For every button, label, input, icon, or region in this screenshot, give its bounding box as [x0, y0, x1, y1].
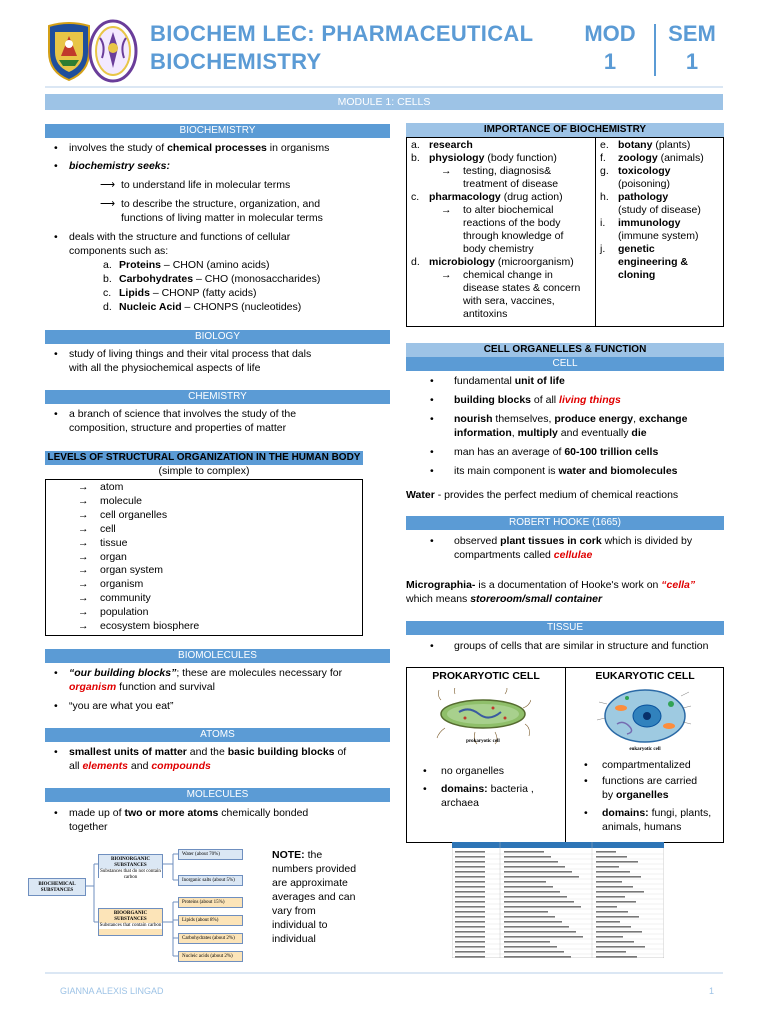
- diagram-lipids: Lipids (about 8%): [178, 915, 243, 926]
- diagram-root: BIOCHEMICAL SUBSTANCES: [28, 878, 86, 896]
- importance-item: j. genetic: [600, 243, 655, 255]
- list-item: • domains: bacteria , archaea: [423, 783, 534, 809]
- hooke-section: [406, 534, 724, 562]
- level-item: → cell organelles: [78, 508, 168, 521]
- list-item: a. Proteins – CHON (amino acids): [103, 259, 270, 271]
- eukaryotic-heading: EUKARYOTIC CELL: [595, 670, 695, 682]
- importance-item: treatment of disease: [463, 178, 559, 190]
- biology-section: [45, 347, 395, 375]
- university-seal-logo: [45, 22, 93, 82]
- list-item: • observed plant tissues in cork which is divided by compartments called cellulae: [430, 535, 693, 561]
- importance-item: cloning: [618, 269, 656, 281]
- level-item: → organ system: [78, 564, 164, 577]
- importance-item: a. research: [411, 139, 473, 151]
- level-item: → atom: [78, 481, 124, 493]
- note-block: NOTE: the numbers provided are approximate averages and can vary from individual to individual: [272, 849, 357, 945]
- sem-value: 1: [685, 49, 699, 74]
- list-item: ⟶ to understand life in molecular terms: [100, 179, 291, 191]
- list-item: • smallest units of matter and the basic building blocks of all elements and compounds: [45, 745, 395, 773]
- list-item: • building blocks of all living things: [430, 394, 621, 406]
- list-item: • biochemistry seeks:: [45, 159, 395, 173]
- diagram-inorganic: BIOINORGANIC SUBSTANCES Substances that do not contain carbon: [98, 854, 163, 878]
- prokaryotic-heading: PROKARYOTIC CELL: [432, 670, 540, 682]
- importance-item: → testing, diagnosis&: [441, 165, 552, 177]
- level-item: → molecule: [78, 494, 143, 507]
- hooke-heading: ROBERT HOOKE (1665): [406, 516, 724, 530]
- importance-item: (immune system): [618, 230, 699, 242]
- diagram-nucleic: Nucleic acids (about 2%): [178, 951, 243, 962]
- level-item: → organism: [78, 578, 144, 591]
- list-item: • involves the study of chemical processes in organisms: [45, 141, 395, 155]
- importance-item: i. immunology: [600, 217, 681, 229]
- water-note: Water - provides the perfect medium of chemical reactions: [406, 489, 679, 501]
- diagram-salts: Inorganic salts (about 5%): [178, 875, 243, 886]
- level-item: → cell: [78, 522, 116, 535]
- levels-list: [46, 480, 362, 634]
- eukaryotic-list: [566, 758, 724, 834]
- level-item: → community: [78, 592, 151, 605]
- list-item: ⟶ to describe the structure, organization, and functions of living matter in molecular terms: [100, 198, 323, 224]
- importance-item: (poisoning): [618, 178, 670, 190]
- prokaryotic-list: [407, 764, 565, 810]
- chemistry-section: [45, 407, 395, 435]
- svg-text:prokaryotic cell: prokaryotic cell: [466, 739, 500, 744]
- title-line-2: BIOCHEMISTRY: [150, 49, 322, 74]
- header-rule: [45, 86, 723, 88]
- mod-label: MOD: [584, 21, 636, 46]
- cell-types-table: [406, 667, 724, 843]
- biomolecules-section: [45, 666, 395, 713]
- cell-heading: CELL: [406, 357, 724, 371]
- list-item: • groups of cells that are similar in structure and function: [430, 640, 709, 652]
- mod-value: 1: [603, 49, 617, 74]
- list-item: b. Carbohydrates – CHO (monosaccharides): [103, 273, 321, 285]
- biochemical-substances-diagram: [28, 846, 268, 962]
- levels-box: [45, 479, 363, 636]
- importance-item: → to alter biochemical: [441, 204, 554, 216]
- list-item: • “you are what you eat”: [45, 699, 395, 713]
- importance-item: h. pathology: [600, 191, 669, 203]
- list-item: • “our building blocks”; these are molecules necessary for organism function and survival: [45, 666, 395, 694]
- tissue-section: [406, 639, 724, 653]
- level-item: → ecosystem biosphere: [78, 620, 200, 633]
- micrographia-note: Micrographia- is a documentation of Hooke's work on “cella” which means storeroom/small container: [406, 579, 696, 605]
- module-number: [578, 20, 642, 76]
- biochemistry-heading: BIOCHEMISTRY: [45, 124, 390, 138]
- importance-right-column: [596, 139, 724, 282]
- importance-item: with sera, vaccines,: [463, 295, 555, 307]
- levels-subtitle: (simple to complex): [158, 465, 250, 477]
- importance-item: disease states & concern: [463, 282, 581, 294]
- importance-item: → chemical change in: [441, 269, 553, 281]
- list-item: • compartmentalized: [584, 759, 691, 771]
- list-item: • functions are carried by organelles: [584, 775, 698, 801]
- importance-item: (study of disease): [618, 204, 701, 216]
- module-title-bar: MODULE 1: CELLS: [45, 94, 723, 110]
- list-item: • domains: fungi, plants, animals, humans: [584, 807, 712, 833]
- footer-rule: [45, 972, 723, 974]
- importance-item: d. microbiology (microorganism): [411, 256, 574, 268]
- diagram-organic: BIOORGANIC SUBSTANCES Substances that contain carbon: [98, 908, 163, 936]
- importance-left-column: [407, 139, 595, 321]
- organelle-reference-table-image: [452, 842, 664, 958]
- importance-item: body chemistry: [463, 243, 534, 255]
- molecules-section: [45, 806, 395, 834]
- page-number: 1: [708, 986, 714, 996]
- document-title: [150, 20, 550, 76]
- list-item: • nourish themselves, produce energy, exchange information, multiply and eventually die: [430, 413, 688, 439]
- importance-item: through knowledge of: [463, 230, 564, 242]
- list-item: • made up of two or more atoms chemically bonded together: [45, 806, 395, 834]
- diagram-carbs: Carbohydrates (about 2%): [178, 933, 243, 944]
- college-seal-logo: [88, 18, 138, 84]
- organelles-heading: CELL ORGANELLES & FUNCTION: [406, 343, 724, 357]
- author-name: GIANNA ALEXIS LINGAD: [60, 986, 164, 996]
- importance-item: e. botany (plants): [600, 139, 691, 151]
- title-line-1: BIOCHEM LEC: PHARMACEUTICAL: [150, 21, 534, 46]
- cell-section: [406, 374, 724, 478]
- importance-item: g. toxicology: [600, 165, 671, 177]
- diagram-proteins: Proteins (about 15%): [178, 897, 243, 908]
- biomolecules-heading: BIOMOLECULES: [45, 649, 390, 663]
- diagram-water: Water (about 70%): [178, 849, 243, 860]
- list-item: d. Nucleic Acid – CHONPS (nucleotides): [103, 301, 302, 313]
- level-item: → tissue: [78, 536, 128, 549]
- list-item: • deals with the structure and functions of cellular components such as:: [45, 230, 395, 258]
- level-item: → organ: [78, 550, 127, 563]
- sem-label: SEM: [668, 21, 716, 46]
- atoms-section: [45, 745, 395, 773]
- importance-item: c. pharmacology (drug action): [411, 191, 563, 203]
- prokaryotic-cell-image: [435, 688, 531, 746]
- importance-item: antitoxins: [463, 308, 508, 320]
- svg-text:eukaryotic cell: eukaryotic cell: [629, 747, 661, 752]
- tissue-heading: TISSUE: [406, 621, 724, 635]
- biochemistry-section: [45, 141, 395, 314]
- importance-item: reactions of the body: [463, 217, 561, 229]
- list-item: • a branch of science that involves the study of the composition, structure and properties of matter: [45, 407, 395, 435]
- molecules-heading: MOLECULES: [45, 788, 390, 802]
- list-item: • fundamental unit of life: [430, 375, 565, 387]
- importance-heading: IMPORTANCE OF BIOCHEMISTRY: [406, 123, 724, 137]
- importance-item: engineering &: [618, 256, 689, 268]
- levels-heading: LEVELS OF STRUCTURAL ORGANIZATION IN THE HUMAN BODY: [45, 451, 363, 465]
- importance-item: b. physiology (body function): [411, 152, 557, 164]
- atoms-heading: ATOMS: [45, 728, 390, 742]
- semester-number: [664, 20, 720, 76]
- list-item: • study of living things and their vital process that dals with all the physiochemical aspects of life: [45, 347, 395, 375]
- list-item: • its main component is water and biomolecules: [430, 465, 678, 477]
- importance-item: f. zoology (animals): [600, 152, 704, 164]
- eukaryotic-cell-image: [597, 684, 693, 752]
- level-item: → population: [78, 606, 149, 619]
- list-item: • no organelles: [423, 765, 505, 777]
- chemistry-heading: CHEMISTRY: [45, 390, 390, 404]
- list-item: • man has an average of 60-100 trillion cells: [430, 446, 659, 458]
- header-divider: [654, 24, 656, 76]
- biology-heading: BIOLOGY: [45, 330, 390, 344]
- list-item: c. Lipids – CHONP (fatty acids): [103, 287, 257, 299]
- importance-table: [406, 137, 724, 327]
